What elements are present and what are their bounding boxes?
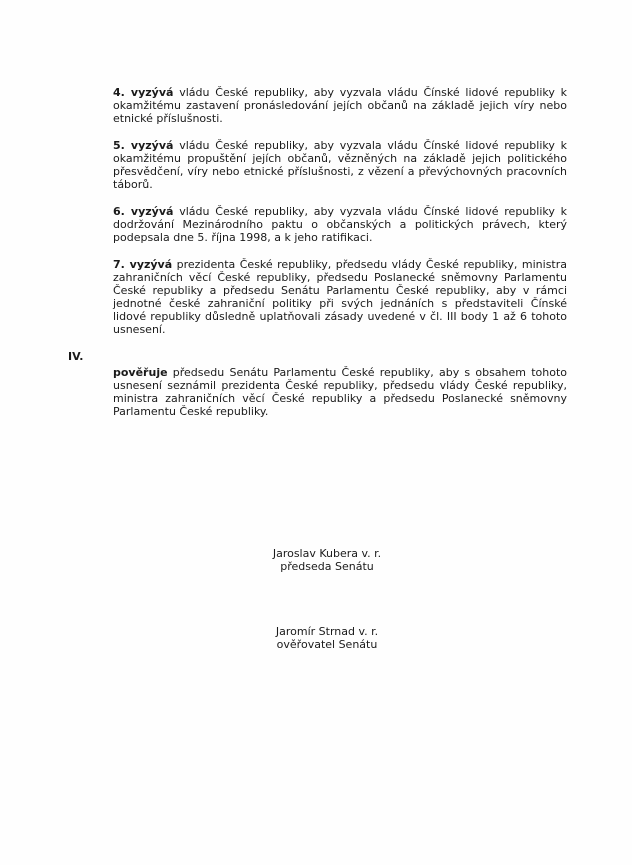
section-iv-lead: pověřuje	[113, 366, 168, 379]
point-5-lead: 5. vyzývá	[113, 139, 174, 152]
signature-block-president	[100, 547, 554, 573]
point-5-text: vládu České republiky, aby vyzvala vládu Čínské lidové republiky k okamžitému propuštění jejích občanů, vězněných na základě jejich politického přesvědčení, víry nebo etnické příslušnosti, z vězení a převýchovných pracovních táborů.	[113, 139, 568, 191]
point-4-lead: 4. vyzývá	[113, 86, 174, 99]
point-6-text: vládu České republiky, aby vyzvala vládu Čínské lidové republiky k dodržování Mezinárodního paktu o občanských a politických právech, který podepsala dne 5. října 1998, a k jeho ratifikaci.	[113, 205, 568, 244]
resolution-point-6	[113, 205, 567, 244]
point-6-lead: 6. vyzývá	[113, 205, 174, 218]
resolution-body	[68, 86, 568, 432]
signature-name: Jaroslav Kubera v. r.	[272, 547, 382, 560]
point-7-lead: 7. vyzývá	[113, 258, 173, 271]
section-iv-paragraph	[113, 366, 567, 418]
point-7-text: prezidenta České republiky, předsedu vlády České republiky, ministra zahraničních věcí České republiky, předsedu Poslanecké sněmovny Parlamentu České republiky a předsedu Senátu Parlamentu České republiky, aby v rámci jednotné české zahraniční politiky při svých jednáních s představiteli Čínské lidové republiky důsledně uplatňovali zásady uvedené v čl. III body 1 až 6 tohoto usnesení.	[113, 258, 568, 336]
resolution-point-7	[113, 258, 567, 336]
point-4-text: vládu České republiky, aby vyzvala vládu Čínské lidové republiky k okamžitému zastavení pronásledování jejích občanů na základě jejich víry nebo etnické příslušnosti.	[113, 86, 568, 125]
signature-name: Jaromír Strnad v. r.	[275, 625, 379, 638]
section-iv-text: předsedu Senátu Parlamentu České republiky, aby s obsahem tohoto usnesení seznámil prezidenta České republiky, předsedu vlády České republiky, ministra zahraničních věcí České republiky a předsedu Poslanecké sněmovny Parlamentu České republiky.	[113, 366, 567, 418]
section-label-iv: IV.	[68, 350, 84, 363]
signature-block-verifier	[100, 625, 554, 651]
resolution-point-5	[113, 139, 567, 191]
signature-role: ověřovatel Senátu	[276, 638, 378, 651]
resolution-point-4	[113, 86, 567, 125]
signature-role: předseda Senátu	[280, 560, 374, 573]
